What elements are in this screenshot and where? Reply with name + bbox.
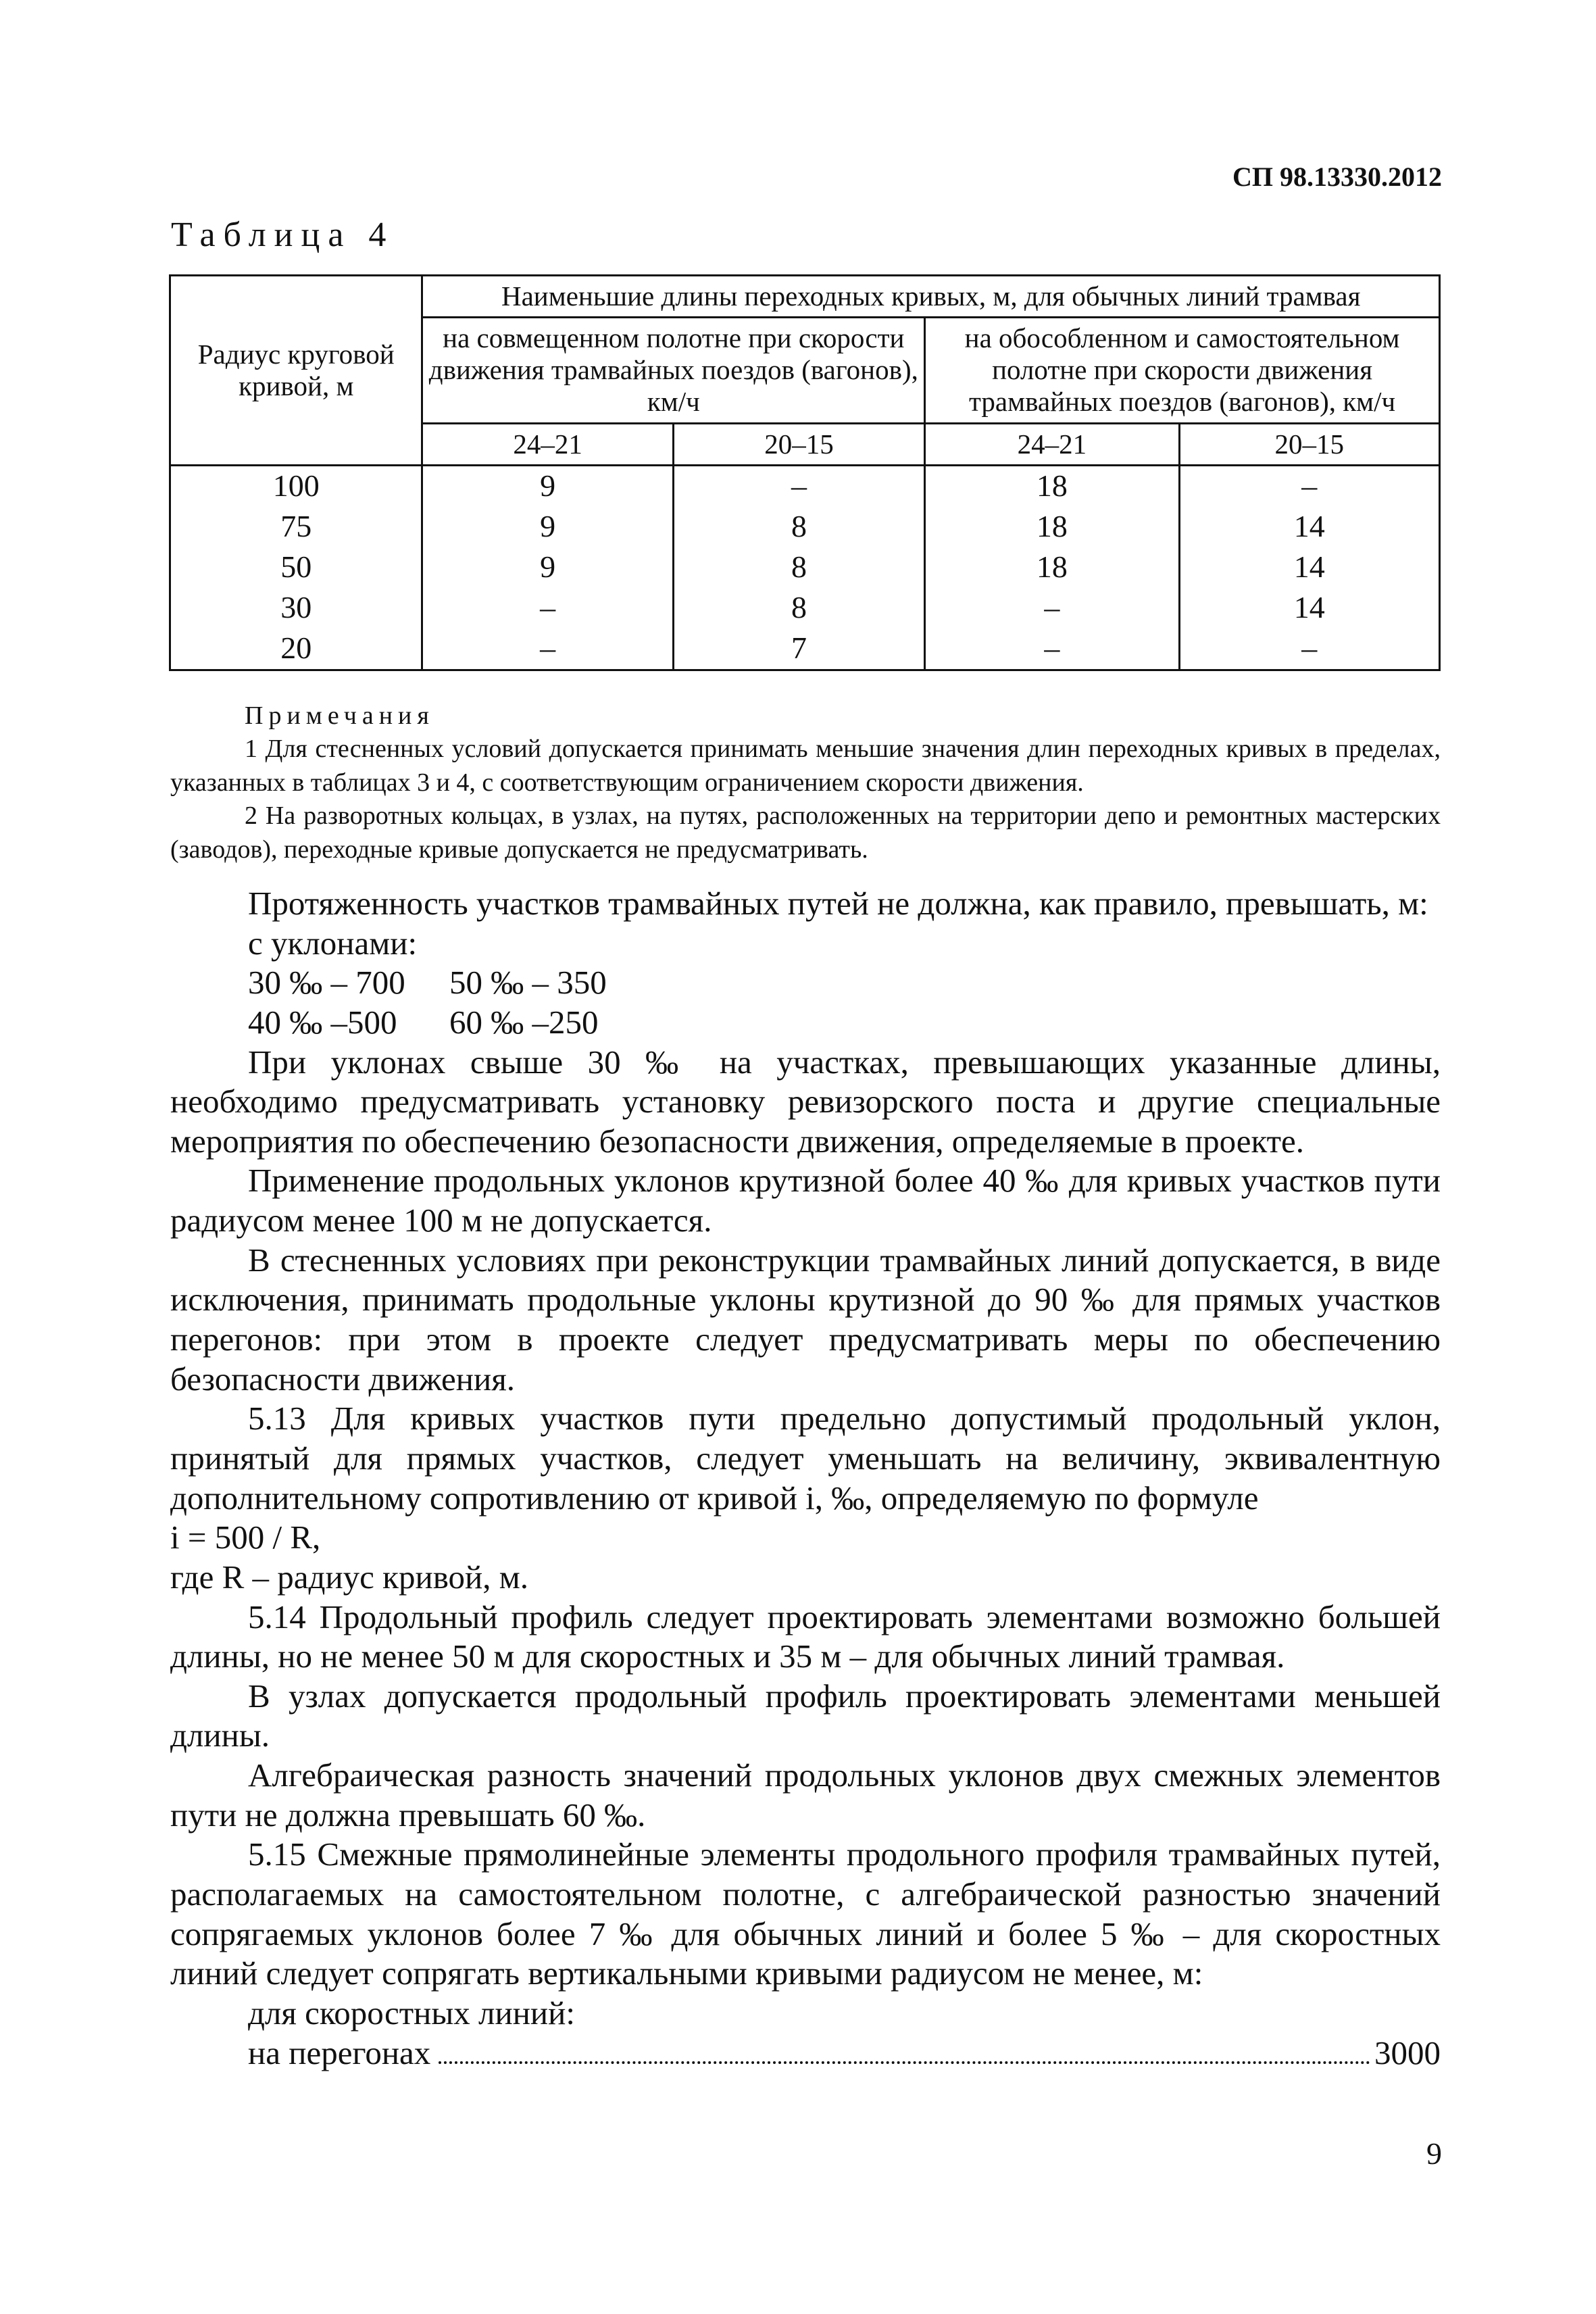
paragraph-where: где R – радиус кривой, м. xyxy=(170,1558,528,1596)
paragraph-length-limit: Протяженность участков трамвайных путей не должна, как правило, превышать, м: xyxy=(248,885,1428,922)
table-cell: – xyxy=(422,588,673,629)
slope-list-row xyxy=(170,963,1441,1003)
table-cell: 30 xyxy=(170,588,422,629)
table-cell: – xyxy=(422,629,673,670)
table-row xyxy=(170,629,1440,670)
paragraph-slopes-intro: с уклонами: xyxy=(248,924,418,962)
table-cell: 18 xyxy=(925,465,1179,507)
table-cell: 18 xyxy=(925,507,1179,547)
leader-dots xyxy=(439,2061,1370,2064)
table-cell: 8 xyxy=(673,588,924,629)
header-combined-track: на совмещенном полотне при скорости движения трамвайных поездов (вагонов), км/ч xyxy=(422,318,925,423)
table-cell: – xyxy=(925,629,1179,670)
table-cell: 9 xyxy=(422,465,673,507)
paragraph-over-30: При уклонах свыше 30 ‰ на участках, превышающих указанные длины, необходимо предусматривать установку ревизорского поста и другие специальные мероприятия по обеспечению безопасности движения, определяемые в проекте. xyxy=(170,1043,1441,1160)
header-speed: 20–15 xyxy=(673,423,924,465)
table-row xyxy=(170,547,1440,588)
table-notes xyxy=(170,699,1441,866)
slope-item: 30 ‰ – 700 xyxy=(248,964,405,1002)
header-speed: 24–21 xyxy=(422,423,673,465)
slope-item: 40 ‰ –500 xyxy=(248,1003,397,1041)
slope-list-row xyxy=(170,1003,1441,1043)
table-cell: 50 xyxy=(170,547,422,588)
table-row xyxy=(170,588,1440,629)
table-cell: – xyxy=(1179,465,1439,507)
table-cell: 14 xyxy=(1179,547,1439,588)
table-title: Таблица 4 xyxy=(171,216,395,254)
table-cell: 9 xyxy=(422,547,673,588)
table-row xyxy=(170,465,1440,507)
paragraph-constrained: В стесненных условиях при реконструкции трамвайных линий допускается, в виде исключения, принимать продольные уклоны крутизной до 90 ‰ для прямых участков перегонов: при этом в проекте следует предусматривать меры по обеспечению безопасности движения. xyxy=(170,1241,1441,1398)
header-group: Наименьшие длины переходных кривых, м, для обычных линий трамвая xyxy=(422,276,1440,318)
slope-item: 60 ‰ –250 xyxy=(449,1003,599,1041)
table-cell: 75 xyxy=(170,507,422,547)
paragraph-nodes: В узлах допускается продольный профиль проектировать элементами меньшей длины. xyxy=(170,1677,1441,1754)
table-cell: 7 xyxy=(673,629,924,670)
table-cell: 14 xyxy=(1179,588,1439,629)
table-cell: 100 xyxy=(170,465,422,507)
note-1: 1 Для стесненных условий допускается принимать меньшие значения длин переходных кривых в пределах, указанных в таблицах 3 и 4, с соответствующим ограничением скорости движения. xyxy=(170,735,1441,797)
table-cell: 9 xyxy=(422,507,673,547)
header-speed: 20–15 xyxy=(1179,423,1439,465)
formula: i = 500 / R, xyxy=(170,1519,321,1556)
header-radius: Радиус круговой кривой, м xyxy=(170,276,422,466)
body-text xyxy=(170,884,1441,2073)
paragraph-algebraic: Алгебраическая разность значений продольных уклонов двух смежных элементов пути не должна превышать 60 ‰. xyxy=(170,1756,1441,1833)
slope-item: 50 ‰ – 350 xyxy=(449,964,607,1002)
document-code: СП 98.13330.2012 xyxy=(1232,162,1442,192)
leader-value: 3000 xyxy=(1374,2034,1441,2071)
leader-line xyxy=(170,2034,1441,2073)
paragraph-5-15: 5.15 Смежные прямолинейные элементы продольного профиля трамвайных путей, располагаемых на самостоятельном полотне, с алгебраической разностью значений сопрягаемых уклонов более 7 ‰ для обычных линий и более 5 ‰ – для скоростных линий следует сопрягать вертикальными кривыми радиусом не менее, м: xyxy=(170,1836,1441,1992)
table-cell: 8 xyxy=(673,547,924,588)
leader-label: на перегонах xyxy=(248,2034,431,2071)
page-number: 9 xyxy=(1426,2136,1442,2171)
paragraph-5-13: 5.13 Для кривых участков пути предельно допустимый продольный уклон, принятый для прямых участков, следует уменьшать на величину, эквивалентную дополнительному сопротивлению от кривой i, ‰, определяемую по формуле xyxy=(170,1400,1441,1517)
paragraph-fast-lines: для скоростных линий: xyxy=(248,1994,575,2032)
table-cell: 8 xyxy=(673,507,924,547)
header-separate-track: на обособленном и самостоятельном полотне при скорости движения трамвайных поездов (вагонов), км/ч xyxy=(925,318,1440,423)
table-cell: – xyxy=(673,465,924,507)
header-speed: 24–21 xyxy=(925,423,1179,465)
table-row xyxy=(170,507,1440,547)
transition-curves-table xyxy=(169,274,1441,671)
notes-header: Примечания xyxy=(245,701,434,730)
note-2: 2 На разворотных кольцах, в узлах, на путях, расположенных на территории депо и ремонтных мастерских (заводов), переходные кривые допускается не предусматривать. xyxy=(170,802,1441,864)
paragraph-over-40: Применение продольных уклонов крутизной более 40 ‰ для кривых участков пути радиусом менее 100 м не допускается. xyxy=(170,1162,1441,1239)
table-cell: – xyxy=(925,588,1179,629)
table-cell: 18 xyxy=(925,547,1179,588)
table-cell: 14 xyxy=(1179,507,1439,547)
paragraph-5-14: 5.14 Продольный профиль следует проектировать элементами возможно большей длины, но не менее 50 м для скоростных и 35 м – для обычных линий трамвая. xyxy=(170,1598,1441,1675)
table-cell: – xyxy=(1179,629,1439,670)
table-cell: 20 xyxy=(170,629,422,670)
